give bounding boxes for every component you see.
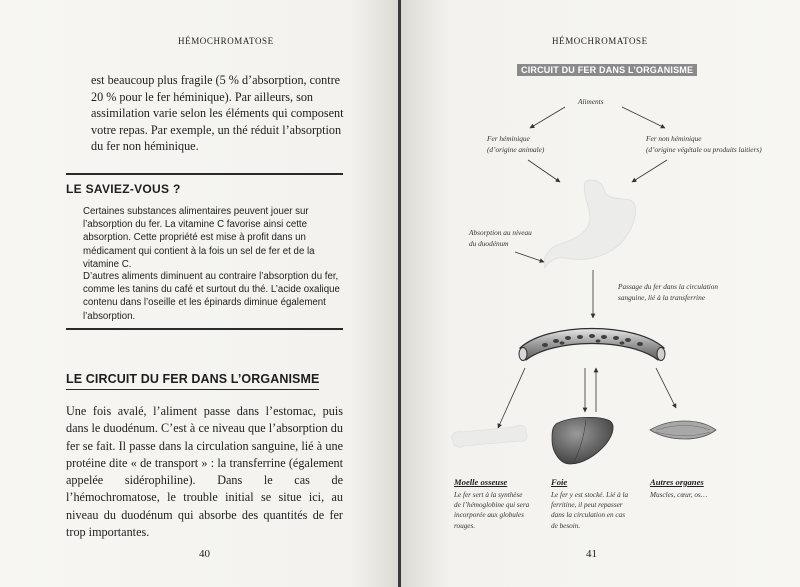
organ-desc-line: de besoin. <box>551 521 581 530</box>
organ-desc-line: Le fer sert à la synthèse <box>454 491 523 499</box>
arrow-absorption <box>515 252 544 262</box>
right-page-number: 41 <box>586 548 597 560</box>
arrow-to-bone-marrow <box>498 368 525 428</box>
organ-desc-other-organs <box>650 490 707 500</box>
organ-desc-line: rouges. <box>454 521 476 530</box>
label-non-heminique-line-2: (d’origine végétale ou produits laitiers) <box>646 144 762 154</box>
organ-desc-line: de l’hémoglobine qui sera <box>454 501 530 510</box>
left-page-number: 40 <box>199 548 210 560</box>
label-absorption <box>469 228 532 249</box>
organ-desc-line: ferritine, il peut repasser <box>551 501 623 510</box>
label-non-heminique <box>646 134 762 155</box>
label-heminique <box>487 134 544 155</box>
arrow-to-non-heminique <box>622 107 665 128</box>
box-paragraph-2: D’autres aliments diminuent au contraire l’absorption du fer, comme les tanins du café et surtout du thé. L’acide oxalique contenu dans l’oseille et les épinards diminue également l’absorption. <box>83 271 340 322</box>
muscle-illustration <box>650 421 716 439</box>
box-paragraph-1: Certaines substances alimentaires peuvent jouer sur l’absorption du fer. La vitamine C favorise ainsi cette absorption. Cette propriété est mise à profit dans un médicament qui contient à la fois un sel de fer et de la vitamine C. <box>83 206 315 270</box>
label-passage-line-1: Passage du fer dans la circulation <box>618 282 719 291</box>
organ-desc-line: dans la circulation en cas <box>551 511 625 520</box>
intro-paragraph: est beaucoup plus fragile (5 % d’absorption, contre 20 % pour le fer héminique). Par ailleurs, son assimilation varie selon les éléments qui composent votre repas. Par exemple, un thé réduit l’absorption du fer non héminique. <box>91 73 344 153</box>
arrow-to-heminique <box>530 107 565 128</box>
organ-desc-line: Le fer y est stocké. Lié à la <box>551 491 629 499</box>
label-aliments: Aliments <box>578 97 604 106</box>
arrow-non-heminique-to-stomach <box>632 160 667 182</box>
arrow-to-other-organs <box>656 368 676 408</box>
right-running-head: HÉMOCHROMATOSE <box>552 36 648 46</box>
body-paragraph: Une fois avalé, l’aliment passe dans l’estomac, puis dans le duodénum. C’est à ce niveau que l’absorption du fer se fait. Il passe dans la circulation sanguine, lié à une protéine dite « de transport » : la transferrine (également appelée sidérophiline). Dans le cas de l’hémochromatose, le trouble initial se situe ici, au niveau du duodénum qui absorbe des quantités de fer trop importantes. <box>66 404 343 540</box>
label-absorption-line-1: Absorption au niveau <box>469 228 532 237</box>
stomach-illustration <box>544 180 635 268</box>
bone-illustration <box>452 425 527 447</box>
label-heminique-line-1: Fer héminique <box>487 134 530 143</box>
label-passage <box>618 282 718 303</box>
organ-desc-line: Muscles, cœur, os… <box>650 491 708 499</box>
organ-desc-liver <box>551 490 628 531</box>
label-absorption-line-2: du duodénum <box>469 238 509 248</box>
diagram-title: CIRCUIT DU FER DANS L’ORGANISME <box>517 64 697 76</box>
organ-title-liver: Foie <box>551 477 568 487</box>
label-passage-line-2: sanguine, lié à la transferrine <box>618 292 705 302</box>
section-title: LE CIRCUIT DU FER DANS L’ORGANISME <box>66 372 319 390</box>
arrow-heminique-to-stomach <box>528 160 560 182</box>
organ-desc-bone-marrow <box>454 490 529 531</box>
liver-illustration <box>552 417 613 464</box>
blood-vessel-illustration <box>519 329 665 361</box>
left-running-head: HÉMOCHROMATOSE <box>178 36 274 46</box>
organ-title-bone-marrow: Moelle osseuse <box>454 477 508 487</box>
organ-desc-line: incorporée aux globules <box>454 511 524 520</box>
label-non-heminique-line-1: Fer non héminique <box>646 134 702 143</box>
organ-title-other-organs: Autres organes <box>650 477 704 487</box>
box-title: LE SAVIEZ-VOUS ? <box>66 182 181 196</box>
label-heminique-line-2: (d’origine animale) <box>487 144 545 154</box>
